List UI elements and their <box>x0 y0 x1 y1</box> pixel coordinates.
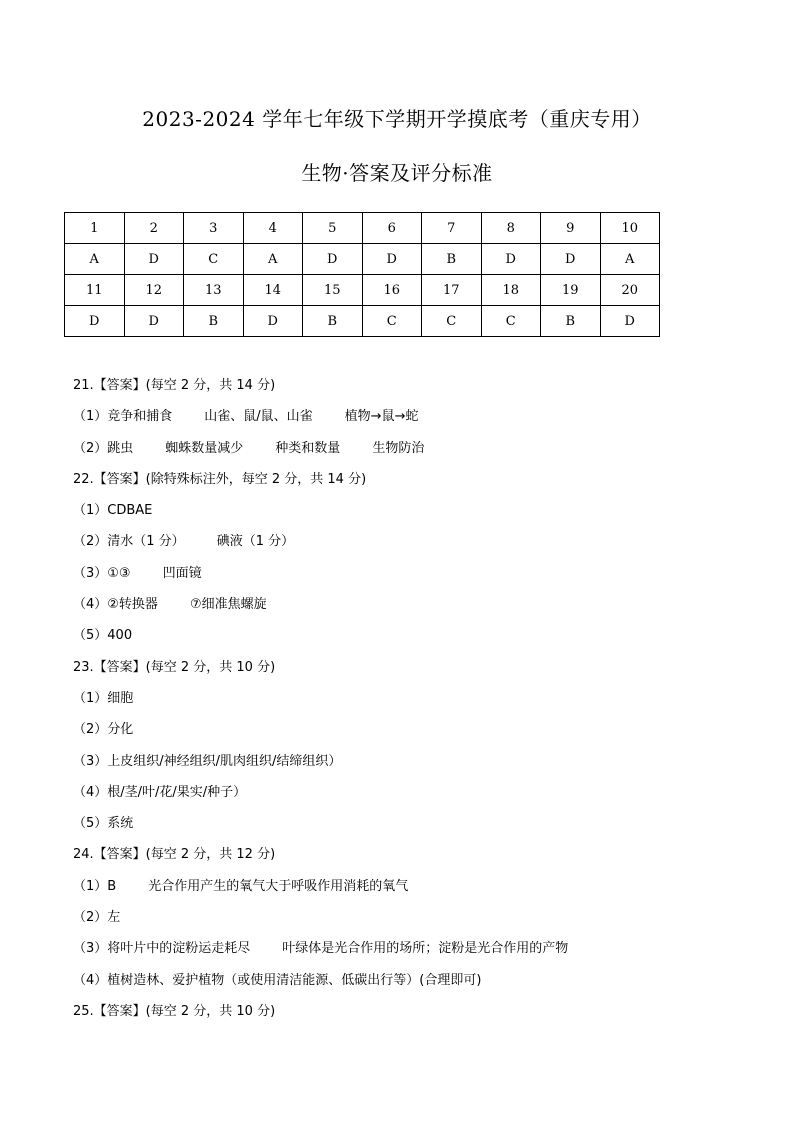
answer-row <box>65 306 660 337</box>
answer-line <box>73 751 753 782</box>
answer-line <box>73 438 753 469</box>
answer-line <box>73 531 753 562</box>
answer-line <box>73 625 753 656</box>
answer-cell: D <box>303 244 363 275</box>
question-header <box>73 657 753 688</box>
answer-blank: 种类和数量 <box>275 440 341 456</box>
answer-explanations <box>73 375 753 1032</box>
answer-blank: （3）上皮组织/神经组织/肌肉组织/结缔组织） <box>73 753 342 769</box>
answer-line <box>73 500 753 531</box>
answer-blank: 叶绿体是光合作用的场所；淀粉是光合作用的产物 <box>282 941 569 957</box>
question-header <box>73 1001 753 1032</box>
question-number-cell: 7 <box>422 213 482 244</box>
answer-line <box>73 688 753 719</box>
question-number-cell: 14 <box>243 275 303 306</box>
question-header-text: 24.【答案】(每空 2 分，共 12 分) <box>73 847 276 863</box>
answer-blank: （1）CDBAE <box>73 503 153 519</box>
answer-blank: 蜘蛛数量减少 <box>165 440 244 456</box>
answer-blank: （5）系统 <box>73 816 134 832</box>
question-number-cell: 9 <box>541 213 601 244</box>
answer-cell: B <box>541 306 601 337</box>
answer-cell: C <box>184 244 244 275</box>
answer-blank: （2）清水（1 分） <box>73 534 185 550</box>
question-number-cell: 1 <box>65 213 125 244</box>
answer-cell: C <box>481 306 541 337</box>
answer-blank: ⑦细准焦螺旋 <box>189 597 267 613</box>
answer-line <box>73 970 753 1001</box>
answer-line <box>73 719 753 750</box>
question-header <box>73 844 753 875</box>
answer-blank: （1）B <box>73 878 117 894</box>
answer-cell: C <box>362 306 422 337</box>
question-number-cell: 12 <box>124 275 184 306</box>
answer-blank: （2）左 <box>73 910 121 926</box>
answer-blank: 光合作用产生的氧气大于呼吸作用消耗的氧气 <box>148 878 409 894</box>
answer-cell: D <box>243 306 303 337</box>
answer-cell: B <box>184 306 244 337</box>
question-number-cell: 4 <box>243 213 303 244</box>
answer-blank: （4）②转换器 <box>73 597 158 613</box>
answer-blank: 碘液（1 分） <box>216 534 295 550</box>
answer-cell: C <box>422 306 482 337</box>
question-number-cell: 3 <box>184 213 244 244</box>
answer-cell: B <box>422 244 482 275</box>
question-number-cell: 6 <box>362 213 422 244</box>
answer-cell: D <box>124 306 184 337</box>
question-number-cell: 2 <box>124 213 184 244</box>
question-number-cell: 11 <box>65 275 125 306</box>
question-number-cell: 10 <box>600 213 660 244</box>
answer-row <box>65 244 660 275</box>
answer-line <box>73 938 753 969</box>
answer-line <box>73 406 753 437</box>
question-number-cell: 8 <box>481 213 541 244</box>
question-number-row <box>65 275 660 306</box>
answer-blank: （3）将叶片中的淀粉运走耗尽 <box>73 941 251 957</box>
answer-blank: （4）根/茎/叶/花/果实/种子） <box>73 784 247 800</box>
question-number-cell: 13 <box>184 275 244 306</box>
answer-cell: D <box>124 244 184 275</box>
question-number-cell: 17 <box>422 275 482 306</box>
document-subtitle: 生物·答案及评分标准 <box>301 161 493 185</box>
answer-cell: D <box>362 244 422 275</box>
question-header-text: 22.【答案】(除特殊标注外，每空 2 分，共 14 分) <box>73 471 367 487</box>
answer-blank: （5）400 <box>73 628 133 644</box>
answer-cell: B <box>303 306 363 337</box>
question-header-text: 25.【答案】(每空 2 分，共 10 分) <box>73 1003 276 1019</box>
question-number-cell: 19 <box>541 275 601 306</box>
answer-blank: 生物防治 <box>372 440 425 456</box>
question-header-text: 21.【答案】(每空 2 分，共 14 分) <box>73 378 276 393</box>
answer-blank: （1）竞争和捕食 <box>73 409 173 425</box>
answer-blank: 凹面镜 <box>162 565 202 581</box>
answer-cell: A <box>600 244 660 275</box>
answer-line <box>73 594 753 625</box>
answer-blank: （1）细胞 <box>73 690 134 706</box>
question-header <box>73 375 753 406</box>
answer-line <box>73 907 753 938</box>
answer-cell: A <box>65 244 125 275</box>
answer-line <box>73 813 753 844</box>
question-header <box>73 469 753 500</box>
answer-cell: D <box>481 244 541 275</box>
answer-table <box>64 212 660 337</box>
answer-blank: （2）跳虫 <box>73 440 134 456</box>
answer-blank: 山雀、鼠/鼠、山雀 <box>204 409 313 425</box>
question-number-cell: 20 <box>600 275 660 306</box>
answer-line <box>73 876 753 907</box>
question-number-cell: 18 <box>481 275 541 306</box>
question-number-cell: 15 <box>303 275 363 306</box>
answer-blank: （4）植树造林、爱护植物（或使用清洁能源、低碳出行等）(合理即可) <box>73 972 482 988</box>
answer-line <box>73 563 753 594</box>
answer-cell: D <box>600 306 660 337</box>
answer-cell: D <box>541 244 601 275</box>
answer-cell: A <box>243 244 303 275</box>
answer-blank: 植物→鼠→蛇 <box>344 409 419 425</box>
answer-blank: （2）分化 <box>73 722 134 738</box>
question-number-cell: 5 <box>303 213 363 244</box>
question-header-text: 23.【答案】(每空 2 分，共 10 分) <box>73 659 276 675</box>
answer-line <box>73 782 753 813</box>
question-number-cell: 16 <box>362 275 422 306</box>
answer-cell: D <box>65 306 125 337</box>
answer-blank: （3）①③ <box>73 565 131 581</box>
question-number-row <box>65 213 660 244</box>
document-title: 2023-2024 学年七年级下学期开学摸底考（重庆专用） <box>142 107 652 131</box>
